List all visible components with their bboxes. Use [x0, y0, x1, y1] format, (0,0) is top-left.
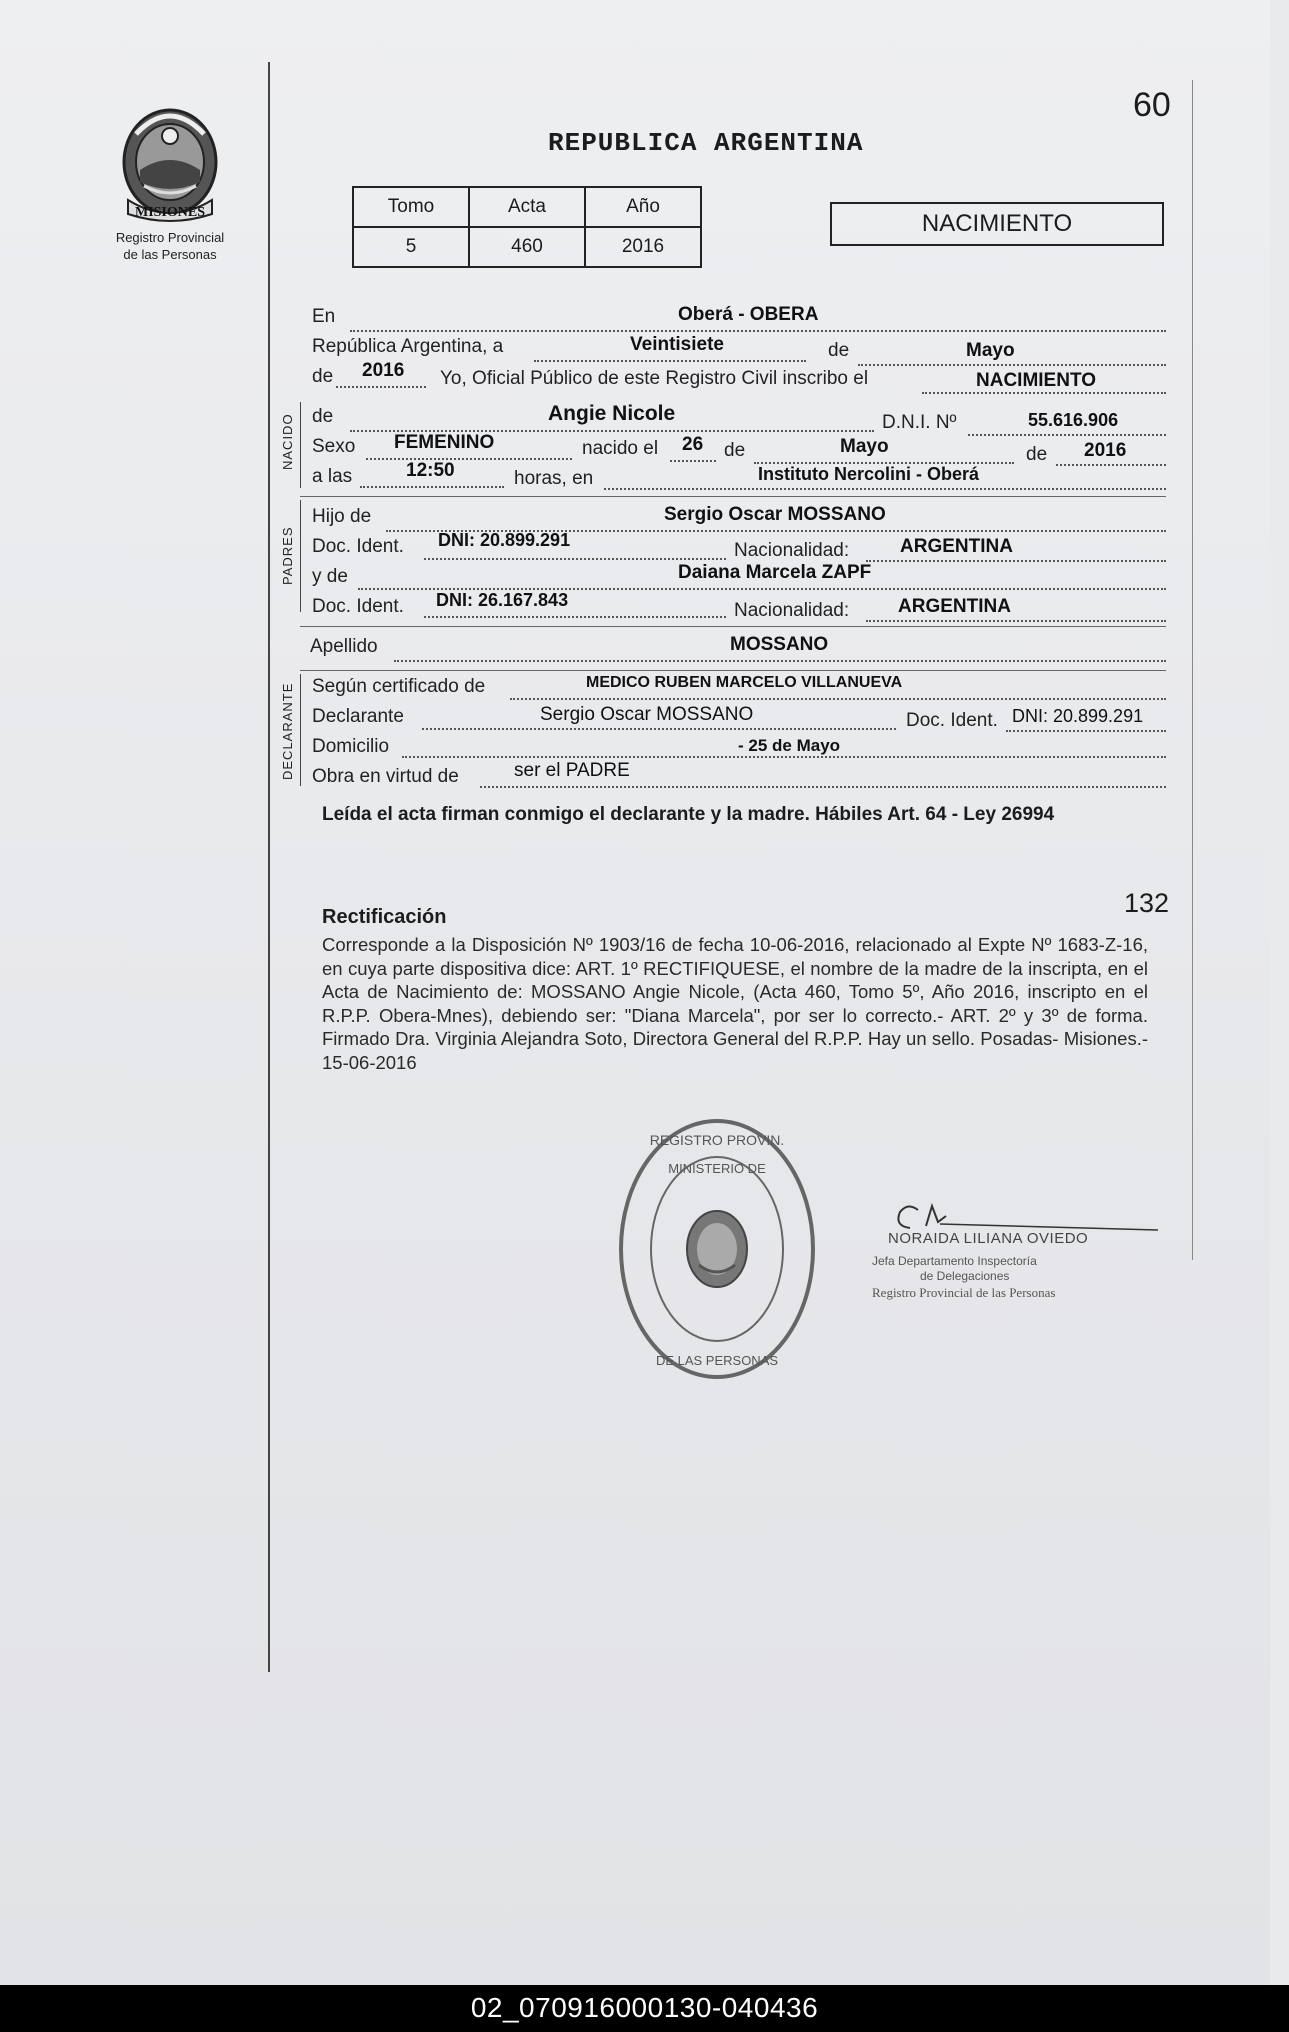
- section-label-declarante: DECLARANTE: [280, 682, 295, 780]
- signatory-name: NORAIDA LILIANA OVIEDO: [888, 1230, 1089, 1247]
- dotted-line: [424, 616, 726, 618]
- value-father-nat: ARGENTINA: [900, 536, 1013, 557]
- value-certificate: MEDICO RUBEN MARCELO VILLANUEVA: [586, 674, 903, 691]
- value-month: Mayo: [966, 340, 1015, 361]
- value-ano: 2016: [585, 227, 701, 267]
- scan-file-caption: 02_070916000130-040436: [470, 1992, 819, 2023]
- dotted-line: [394, 660, 1166, 662]
- value-father: Sergio Oscar MOSSANO: [664, 504, 886, 525]
- rectification-text: Corresponde a la Disposición Nº 1903/16 de fecha 10-06-2016, relacionado al Expte Nº 1683-Z-16, en cuya parte dispositiva dice: ART. 1º RECTIFIQUESE, el nombre de la madre de la inscripta, en el Acta de Nacimiento de: MOSSANO Angie Nicole, (Acta 460, Tomo 5º, Año 2016, inscripto en el R.P.P. Obera-Mnes), debiendo ser: "Diana Marcela", por ser lo correcto.- ART. 2º y 3º de forma. Firmado Dra. Virginia Alejandra Soto, Directora General del R.P.P. Hay un sello. Posadas- Misiones.- 15-06-2016: [322, 934, 1148, 1073]
- value-dni: 55.616.906: [1028, 410, 1119, 430]
- padres-bracket: [300, 500, 301, 612]
- dotted-line: [1006, 730, 1166, 732]
- misiones-seal-logo: [118, 104, 222, 226]
- divider-3: [300, 670, 1166, 671]
- divider-2: [300, 626, 1166, 627]
- value-year: 2016: [362, 360, 405, 381]
- label-hijo-de: Hijo de: [312, 506, 372, 527]
- label-de-name: de: [312, 406, 334, 427]
- label-doc-ident-1: Doc. Ident.: [312, 536, 404, 557]
- value-mother-doc: DNI: 26.167.843: [436, 590, 569, 610]
- document-title: REPUBLICA ARGENTINA: [548, 128, 864, 158]
- register-table-value-row: [353, 227, 701, 267]
- register-table: [352, 186, 702, 268]
- dotted-line: [480, 786, 1166, 788]
- dotted-line: [534, 360, 806, 362]
- value-surname: MOSSANO: [730, 634, 829, 655]
- label-de-year: de: [1026, 444, 1048, 465]
- svg-text:REGISTRO PROVIN.: REGISTRO PROVIN.: [649, 1132, 785, 1148]
- divider-1: [300, 496, 1166, 497]
- dotted-line: [402, 756, 1166, 758]
- label-apellido: Apellido: [310, 636, 378, 657]
- value-birth-month: Mayo: [840, 436, 889, 457]
- dotted-line: [1056, 464, 1166, 466]
- label-domicilio: Domicilio: [312, 736, 390, 757]
- label-de-month: de: [724, 440, 746, 461]
- value-tomo: 5: [353, 227, 469, 267]
- value-declarant-doc: DNI: 20.899.291: [1012, 706, 1144, 726]
- header-ano: Año: [585, 187, 701, 227]
- page-number: 60: [1133, 86, 1171, 124]
- left-margin-line: [268, 62, 270, 1672]
- label-a-las: a las: [312, 466, 353, 487]
- value-address: - 25 de Mayo: [738, 736, 841, 755]
- label-sexo: Sexo: [312, 436, 356, 457]
- label-doc-ident-2: Doc. Ident.: [312, 596, 404, 617]
- value-birth-year: 2016: [1084, 440, 1127, 461]
- value-capacity: ser el PADRE: [514, 760, 630, 781]
- label-nacionalidad-1: Nacionalidad:: [734, 540, 850, 561]
- dotted-line: [866, 620, 1166, 622]
- svg-text:MINISTERIO DE: MINISTERIO DE: [668, 1161, 766, 1176]
- value-day-text: Veintisiete: [630, 334, 724, 355]
- label-oficial: Yo, Oficial Público de este Registro Civil inscribo el: [440, 368, 869, 389]
- value-act-type: NACIMIENTO: [976, 370, 1096, 391]
- value-birth-place: Instituto Nercolini - Oberá: [758, 464, 980, 484]
- header-tomo: Tomo: [353, 187, 469, 227]
- signatory-title-1: Jefa Departamento Inspectoría: [872, 1254, 1037, 1268]
- rectification-number: 132: [1124, 888, 1170, 918]
- dotted-line: [604, 488, 1166, 490]
- value-birth-day: 26: [682, 434, 704, 455]
- document-type-box: NACIMIENTO: [830, 202, 1164, 246]
- dotted-line: [360, 486, 504, 488]
- signatory-title-2: de Delegaciones: [920, 1269, 1010, 1283]
- signatory-title-3: Registro Provincial de las Personas: [872, 1285, 1056, 1300]
- label-nacido-el: nacido el: [582, 438, 659, 459]
- value-time: 12:50: [406, 460, 455, 481]
- register-table-header-row: [353, 187, 701, 227]
- section-label-padres: PADRES: [280, 526, 295, 585]
- label-horas-en: horas, en: [514, 468, 594, 489]
- dotted-line: [336, 386, 426, 388]
- label-declarante: Declarante: [312, 706, 404, 727]
- logo-caption-2: de las Personas: [123, 247, 217, 262]
- value-mother: Daiana Marcela ZAPF: [678, 562, 872, 583]
- dotted-line: [422, 728, 896, 730]
- value-name: Angie Nicole: [548, 402, 676, 425]
- section-label-nacido: NACIDO: [280, 413, 295, 470]
- dotted-line: [350, 330, 1166, 332]
- label-en: En: [312, 306, 336, 327]
- dotted-line: [858, 364, 1166, 366]
- dotted-line: [968, 434, 1166, 436]
- value-acta: 460: [469, 227, 585, 267]
- value-mother-nat: ARGENTINA: [898, 596, 1011, 617]
- svg-text:MISIONES: MISIONES: [134, 205, 206, 220]
- header-acta: Acta: [469, 187, 585, 227]
- label-segun: Según certificado de: [312, 676, 486, 697]
- value-place: Oberá - OBERA: [678, 304, 819, 325]
- rectification-title: Rectificación: [322, 906, 447, 928]
- declarante-bracket: [300, 674, 301, 786]
- dotted-line: [510, 698, 1166, 700]
- value-sex: FEMENINO: [394, 432, 495, 453]
- dotted-line: [670, 460, 716, 462]
- label-obra: Obra en virtud de: [312, 766, 459, 787]
- label-nacionalidad-2: Nacionalidad:: [734, 600, 850, 621]
- svg-text:DE LAS PERSONAS: DE LAS PERSONAS: [655, 1353, 779, 1368]
- label-de2: de: [312, 366, 334, 387]
- right-margin-line: [1192, 80, 1193, 1260]
- dotted-line: [366, 458, 572, 460]
- value-father-doc: DNI: 20.899.291: [438, 530, 571, 550]
- label-dni: D.N.I. Nº: [882, 412, 957, 433]
- logo-caption-1: Registro Provincial: [115, 230, 225, 245]
- label-doc-ident-3: Doc. Ident.: [906, 710, 998, 731]
- label-republica: República Argentina, a: [312, 336, 504, 357]
- label-de: de: [828, 340, 850, 361]
- official-stamp: [616, 1115, 818, 1383]
- dotted-line: [424, 558, 726, 560]
- nacido-bracket: [300, 402, 301, 488]
- closing-statement: Leída el acta firman conmigo el declarante y la madre. Hábiles Art. 64 - Ley 26994: [322, 804, 1055, 825]
- dotted-line: [922, 392, 1166, 394]
- dotted-line: [866, 560, 1166, 562]
- label-y-de: y de: [312, 566, 348, 587]
- value-declarant: Sergio Oscar MOSSANO: [540, 704, 754, 725]
